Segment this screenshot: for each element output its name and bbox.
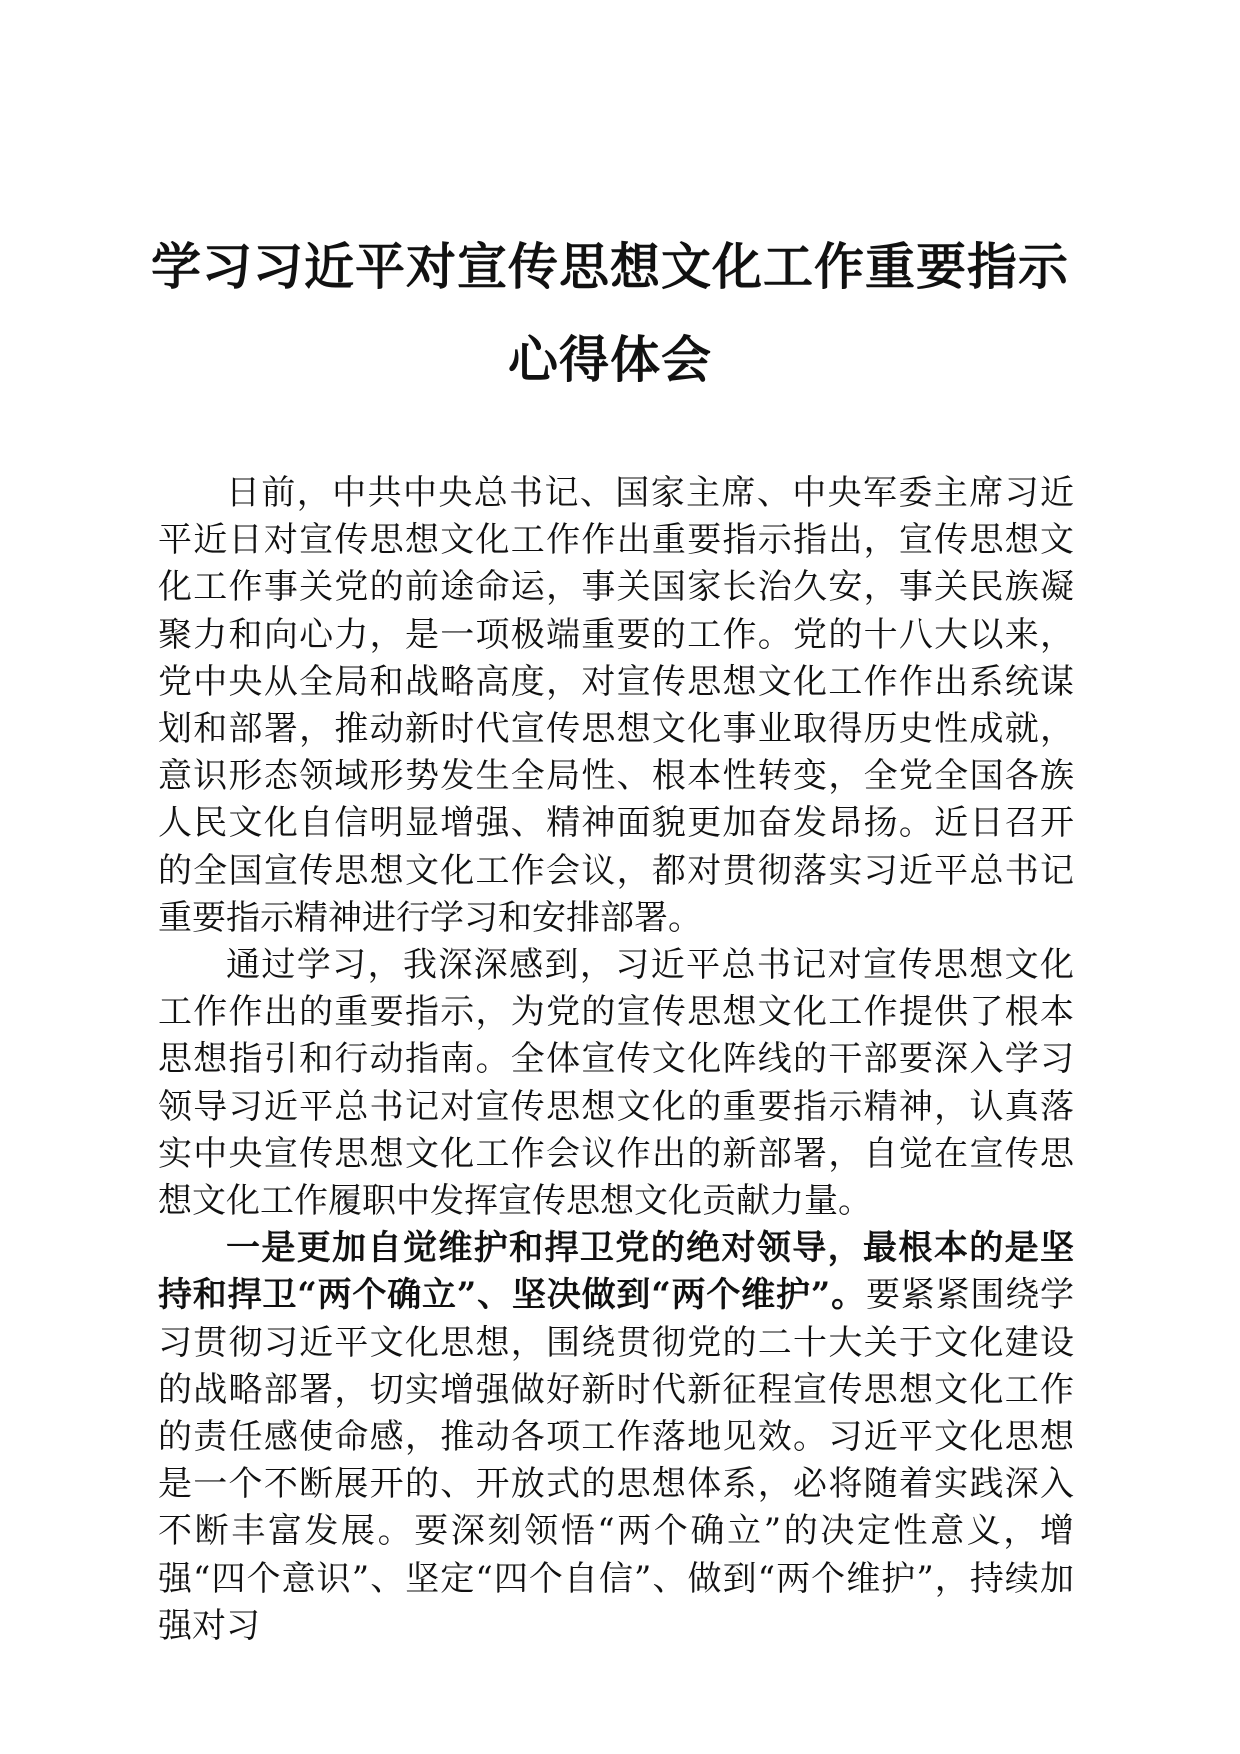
page-title: 学习习近平对宣传思想文化工作重要指示心得体会 xyxy=(151,237,1069,389)
paragraph-study xyxy=(158,942,1074,1225)
paragraph-point-one xyxy=(158,1225,1074,1650)
paragraph-text: 通过学习，我深深感到，习近平总书记对宣传思想文化工作作出的重要指示，为党的宣传思想文化工作提供了根本思想指引和行动指南。全体宣传文化阵线的干部要深入学习领导习近平总书记对宣传思想文化的重要指示精神，认真落实中央宣传思想文化工作会议作出的新部署，自觉在宣传思想文化工作履职中发挥宣传思想文化贡献力量。 xyxy=(158,945,1074,1222)
paragraph-text: 要紧紧围绕学习贯彻习近平文化思想，围绕贯彻党的二十大关于文化建设的战略部署，切实增强做好新时代新征程宣传思想文化工作的责任感使命感，推动各项工作落地见效。习近平文化思想是一个不断展开的、开放式的思想体系，必将随着实践深入不断丰富发展。要深刻领悟“两个确立”的决定性意义，增强“四个意识”、坚定“四个自信”、做到“两个维护”，持续加强对习 xyxy=(158,1275,1074,1646)
paragraph-lead: 一是更加自觉维护和捍卫党的绝对领导，最根本的是坚持和捍卫“两个确立”、坚决做到“两个维护”。 xyxy=(158,1228,1074,1316)
document-body xyxy=(158,470,1074,1650)
paragraph-intro xyxy=(158,470,1074,942)
paragraph-text: 日前，中共中央总书记、国家主席、中央军委主席习近平近日对宣传思想文化工作作出重要指示指出，宣传思想文化工作事关党的前途命运，事关国家长治久安，事关民族凝聚力和向心力，是一项极端重要的工作。党的十八大以来，党中央从全局和战略高度，对宣传思想文化工作作出系统谋划和部署，推动新时代宣传思想文化事业取得历史性成就，意识形态领域形势发生全局性、根本性转变，全党全国各族人民文化自信明显增强、精神面貌更加奋发昂扬。近日召开的全国宣传思想文化工作会议，都对贯彻落实习近平总书记重要指示精神进行学习和安排部署。 xyxy=(158,473,1074,938)
